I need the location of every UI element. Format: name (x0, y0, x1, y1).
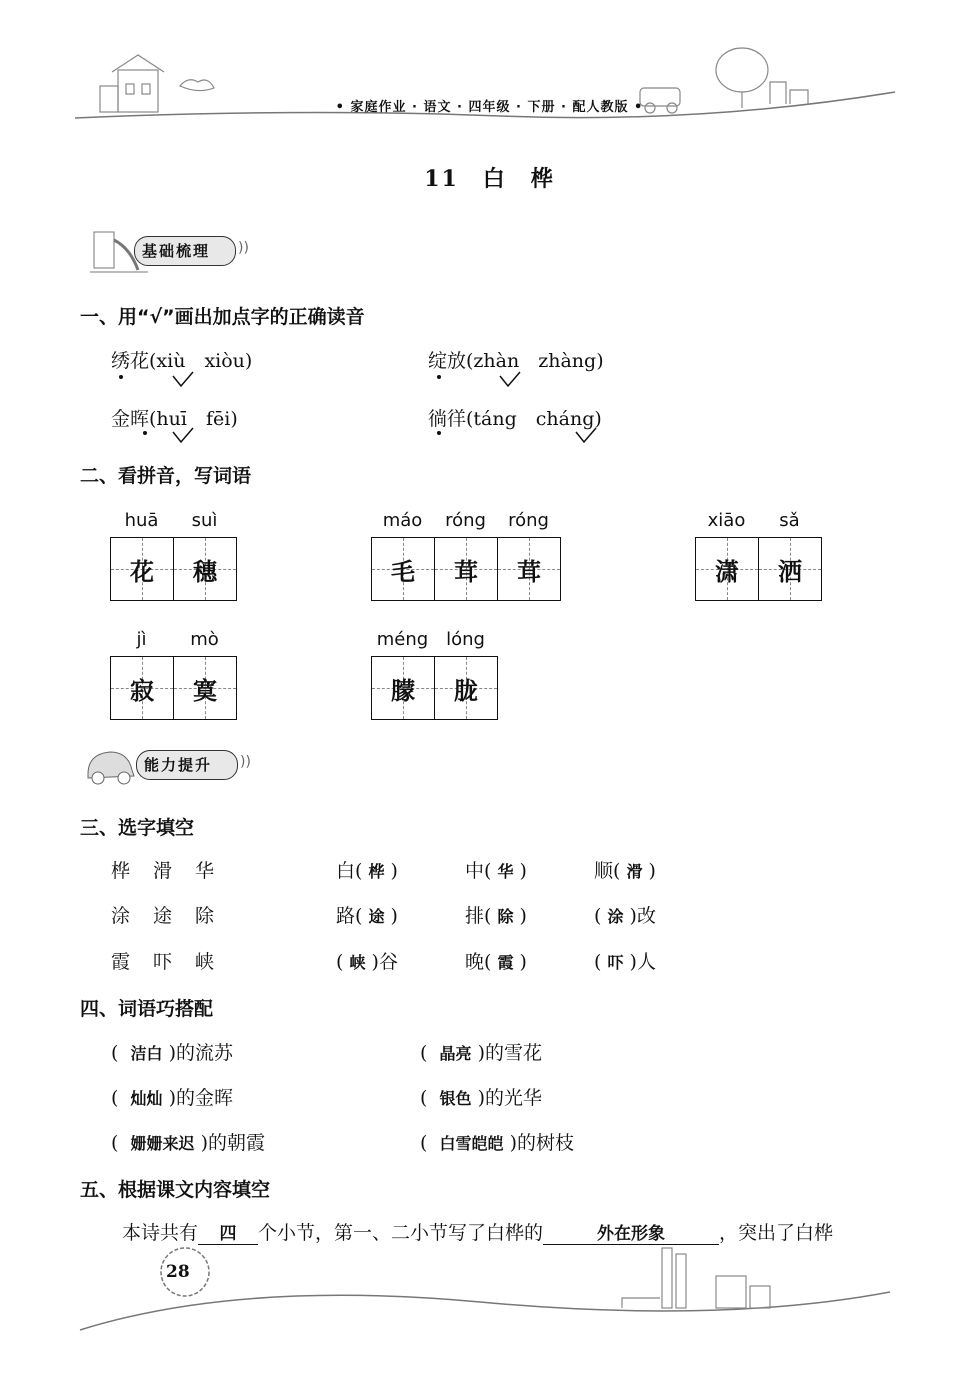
q3-blank: ( 涂 )改 (594, 905, 656, 927)
pinyin: róng (445, 510, 486, 531)
q4-item: ( 灿灿 )的金晖 (111, 1087, 233, 1109)
q3-blank: 排( 除 ) (465, 905, 527, 927)
char-cell: 洒 (758, 538, 821, 600)
q1-dot-1 (119, 375, 123, 379)
q4-item: ( 姗姗来迟 )的朝霞 (111, 1132, 265, 1154)
q4-item: ( 晶亮 )的雪花 (420, 1042, 542, 1064)
char-cell: 寂 (111, 657, 173, 719)
word-group-2 (371, 510, 561, 601)
q1-item-4: 徜徉(táng cháng) (428, 408, 602, 430)
word-group-5 (371, 629, 498, 720)
check-icon (498, 370, 522, 390)
char-cell: 朦 (372, 657, 434, 719)
q4-item: ( 白雪皑皑 )的树枝 (420, 1132, 574, 1154)
q1-item-1: 绣花(xiù xiòu) (111, 350, 253, 372)
q2-heading: 二、看拼音，写词语 (80, 465, 252, 487)
q1-item-2: 绽放(zhàn zhàng) (428, 350, 604, 372)
char-grid (371, 656, 498, 720)
check-icon (171, 426, 195, 446)
ability-banner (82, 744, 272, 788)
char-cell: 毛 (372, 538, 434, 600)
ability-banner-tail: )) (240, 754, 251, 770)
q5-text-3: ，突出了白桦 (719, 1222, 834, 1244)
pinyin: méng (376, 629, 429, 650)
header-title: • 家庭作业 · 语文 · 四年级 · 下册 · 配人教版 • (335, 100, 644, 115)
char-grid (110, 537, 237, 601)
q5-text-2: 个小节，第一、二小节写了白桦的 (258, 1222, 544, 1244)
q4-heading: 四、词语巧搭配 (80, 998, 214, 1020)
q3-blank: 中( 华 ) (465, 860, 527, 882)
q3-heading: 三、选字填空 (80, 817, 195, 839)
word-group-3 (695, 510, 822, 601)
lesson-title: 11 白 桦 (424, 166, 555, 192)
pinyin-row (110, 510, 237, 531)
char-cell: 胧 (434, 657, 497, 719)
check-icon (171, 370, 195, 390)
pinyin-row (695, 510, 822, 531)
q3-blank: ( 吓 )人 (594, 951, 656, 973)
pinyin: huā (124, 510, 159, 531)
ability-banner-label: 能力提升 (144, 756, 213, 774)
q1-dot-4 (437, 431, 441, 435)
q1-item-3: 金晖(huī fēi) (111, 408, 238, 430)
pinyin: xiāo (707, 510, 746, 531)
header-decoration (0, 0, 979, 140)
word-group-1 (110, 510, 237, 601)
page-number: 28 (166, 1262, 190, 1282)
pinyin: jì (136, 629, 147, 650)
q3-blank: 路( 途 ) (336, 905, 398, 927)
word-group-4 (110, 629, 237, 720)
pinyin: mò (190, 629, 219, 650)
q4-item: ( 银色 )的光华 (420, 1087, 542, 1109)
char-cell: 茸 (434, 538, 497, 600)
pinyin: sǎ (779, 510, 800, 531)
pinyin: róng (508, 510, 549, 531)
q3-options-1: 桦 滑 华 (111, 860, 217, 882)
pinyin-row (110, 629, 237, 650)
pinyin: lóng (446, 629, 485, 650)
q1-heading: 一、用“√”画出加点字的正确读音 (80, 306, 365, 328)
char-grid (371, 537, 561, 601)
basic-banner (90, 230, 270, 274)
car-icon (82, 744, 142, 788)
q1-dot-2 (437, 375, 441, 379)
q3-blank: 晚( 霞 ) (465, 951, 527, 973)
char-cell: 花 (111, 538, 173, 600)
pinyin-row (371, 510, 561, 531)
q3-options-3: 霞 吓 峡 (111, 951, 217, 973)
pinyin: suì (191, 510, 218, 531)
char-cell: 潇 (696, 538, 758, 600)
q5-heading: 五、根据课文内容填空 (80, 1179, 271, 1201)
q5-blank-1: 四 (198, 1219, 258, 1245)
q5-blank-2: 外在形象 (543, 1219, 719, 1245)
footer-decoration (0, 1240, 979, 1340)
pinyin-row (371, 629, 498, 650)
q1-dot-3 (143, 431, 147, 435)
char-cell: 寞 (173, 657, 236, 719)
q3-blank: 白( 桦 ) (336, 860, 398, 882)
char-grid (110, 656, 237, 720)
q3-blank: 顺( 滑 ) (594, 860, 656, 882)
q4-item: ( 洁白 )的流苏 (111, 1042, 233, 1064)
q3-blank: ( 峡 )谷 (336, 951, 398, 973)
check-icon (574, 426, 598, 446)
basic-banner-label: 基础梳理 (142, 242, 211, 260)
q5-text-1: 本诗共有 (122, 1222, 199, 1244)
char-cell: 茸 (497, 538, 560, 600)
pinyin: máo (382, 510, 423, 531)
basic-banner-tail: )) (238, 240, 249, 256)
char-grid (695, 537, 822, 601)
q3-options-2: 涂 途 除 (111, 905, 217, 927)
char-cell: 穗 (173, 538, 236, 600)
